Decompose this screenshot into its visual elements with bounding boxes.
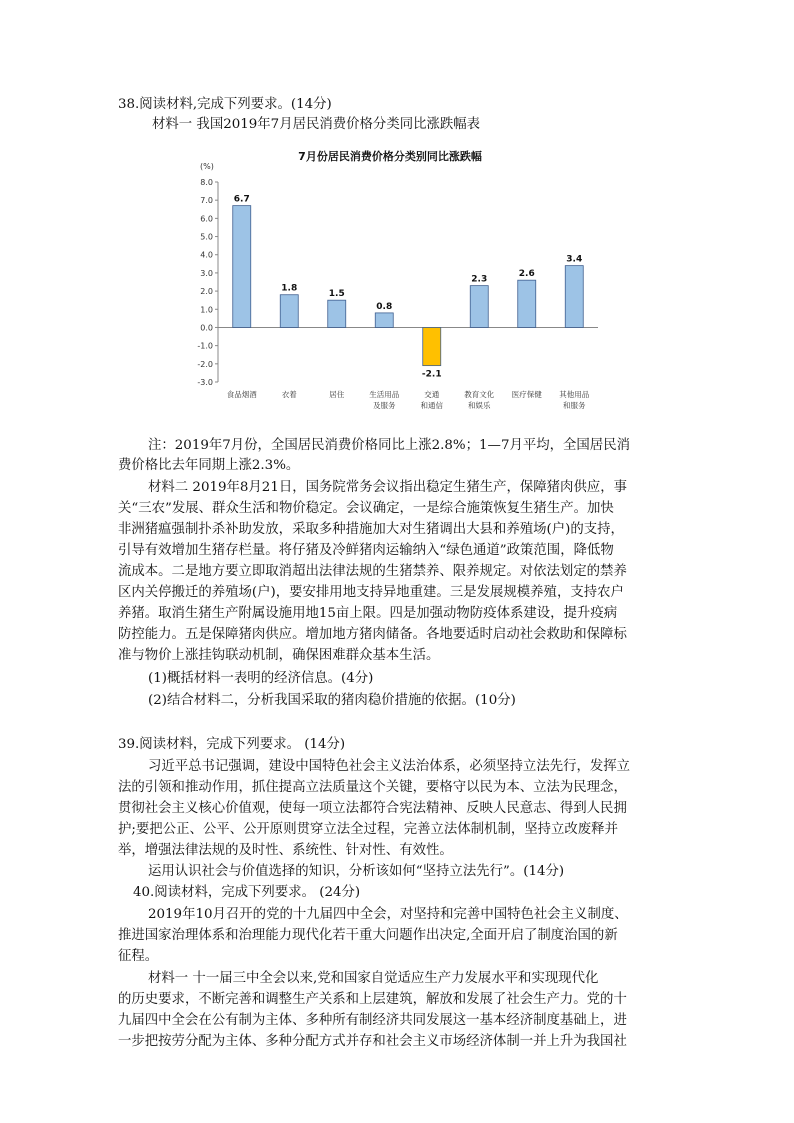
question-40-line: 2019年10月召开的党的十九届四中全会，对坚持和完善中国特色社会主义制度、 bbox=[148, 907, 628, 922]
x-category-label: 和服务 bbox=[563, 401, 586, 410]
question-40-line: 征程。 bbox=[118, 949, 159, 964]
material-2-line: 材料二 2019年8月21日，国务院常务会议指出稳定生猪生产，保障猪肉供应，事 bbox=[148, 480, 628, 495]
question-39-line: 贯彻社会主义核心价值观，使每一项立法都符合宪法精神、反映人民意志、得到人民拥 bbox=[118, 801, 627, 816]
x-category-label: 及服务 bbox=[373, 401, 396, 410]
x-category-label: 衣着 bbox=[281, 390, 297, 399]
y-tick-label: 5.0 bbox=[200, 232, 213, 242]
y-tick-label: 1.0 bbox=[200, 305, 213, 315]
question-39-line: 举，增强法律法规的及时性、系统性、针对性、有效性。 bbox=[118, 843, 453, 858]
bar-value-label: 3.4 bbox=[566, 254, 583, 265]
question-39-line: 运用认识社会与价值选择的知识，分析该如何“坚持立法先行”。(14分) bbox=[148, 864, 565, 879]
bar-value-label: 1.5 bbox=[328, 289, 345, 300]
note-line: 注：2019年7月份，全国居民消费价格同比上涨2.8%；1—7月平均，全国居民消 bbox=[148, 438, 630, 453]
bar bbox=[375, 313, 393, 328]
material-2-line: 关“三农”发展、群众生活和物价稳定。会议确定，一是综合施策恢复生猪生产。加快 bbox=[118, 501, 614, 516]
question-40-line: 材料一 十一届三中全会以来,党和国家自觉适应生产力发展水平和实现现代化 bbox=[148, 971, 599, 986]
question-40-line: 的历史要求，不断完善和调整生产关系和上层建筑，解放和发展了社会生产力。党的十 bbox=[118, 992, 627, 1007]
bar bbox=[423, 327, 441, 365]
bar-value-label: 6.7 bbox=[233, 194, 250, 205]
y-tick-label: 8.0 bbox=[200, 178, 213, 187]
y-tick-label: 2.0 bbox=[200, 287, 213, 297]
bar-value-label: -2.1 bbox=[421, 369, 442, 380]
material-2-line: 区内关停搬迁的养殖场(户)，要安排用地支持异地重建。三是发展规模养殖，支持农户 bbox=[118, 585, 624, 600]
question-39-line: 法的引领和推动作用，抓住提高立法质量这个关键，要格守以民为本、立法为民理念， bbox=[118, 780, 627, 795]
question-40-heading: 40.阅读材料，完成下列要求。 (24分) bbox=[133, 885, 361, 900]
question-39-line: 护;要把公正、公平、公开原则贯穿立法全过程，完善立法体制机制，坚持立改废释并 bbox=[118, 822, 618, 837]
y-tick-label: 3.0 bbox=[200, 268, 213, 278]
x-category-label: 和通信 bbox=[420, 401, 443, 410]
bar-value-label: 0.8 bbox=[376, 301, 393, 312]
bar bbox=[233, 206, 251, 328]
bar bbox=[565, 266, 583, 328]
x-category-label: 其他用品 bbox=[559, 390, 590, 399]
x-category-label: 居住 bbox=[329, 390, 345, 399]
question-38-part-2: (2)结合材料二，分析我国采取的猪肉稳价措施的依据。(10分) bbox=[148, 693, 516, 708]
question-40-line: 推进国家治理体系和治理能力现代化若干重大问题作出决定,全面开启了制度治国的新 bbox=[118, 928, 618, 943]
bar-chart bbox=[190, 160, 610, 420]
bar-value-label: 2.3 bbox=[471, 274, 488, 285]
chart-title: 7月份居民消费价格分类别同比涨跌幅 bbox=[298, 150, 482, 163]
y-tick-label: 6.0 bbox=[200, 214, 213, 224]
y-tick-label: -1.0 bbox=[197, 341, 213, 351]
x-category-label: 教育文化 bbox=[464, 390, 495, 399]
y-axis-unit-label: (%) bbox=[200, 162, 214, 171]
bar bbox=[280, 295, 298, 328]
question-38-heading: 38.阅读材料,完成下列要求。(14分) bbox=[118, 97, 332, 112]
material-2-line: 准与物价上涨挂钩联动机制，确保困难群众基本生活。 bbox=[118, 648, 440, 663]
material-1-title: 材料一 我国2019年7月居民消费价格分类同比涨跌幅表 bbox=[152, 117, 481, 132]
note-line: 费价格比去年同期上涨2.3%。 bbox=[118, 458, 300, 473]
y-tick-label: -3.0 bbox=[197, 378, 213, 387]
question-38-part-1: (1)概括材料一表明的经济信息。(4分) bbox=[148, 671, 374, 686]
material-2-line: 流成本。二是地方要立即取消超出法律法规的生猪禁养、限养规定。对依法划定的禁养 bbox=[118, 564, 627, 579]
x-category-label: 医疗保健 bbox=[511, 390, 542, 399]
material-2-line: 防控能力。五是保障猪肉供应。增加地方猪肉储备。各地要适时启动社会救助和保障标 bbox=[118, 627, 627, 642]
question-40-line: 一步把按劳分配为主体、多种分配方式并存和社会主义市场经济体制一并上升为我国社 bbox=[118, 1034, 627, 1049]
bar-value-label: 1.8 bbox=[281, 283, 298, 294]
material-2-line: 非洲猪瘟强制扑杀补助发放，采取多种措施加大对生猪调出大县和养殖场(户)的支持， bbox=[118, 522, 624, 537]
bar-value-label: 2.6 bbox=[518, 269, 535, 280]
bar bbox=[470, 286, 488, 328]
bar bbox=[518, 280, 536, 327]
x-category-label: 交通 bbox=[424, 390, 440, 399]
x-category-label: 生活用品 bbox=[369, 390, 400, 399]
y-tick-label: 4.0 bbox=[200, 250, 213, 260]
y-tick-label: 0.0 bbox=[200, 323, 213, 333]
question-39-heading: 39.阅读材料，完成下列要求。 (14分) bbox=[118, 737, 346, 752]
material-2-line: 养猪。取消生猪生产附属设施用地15亩上限。四是加强动物防疫体系建设，提升疫病 bbox=[118, 606, 618, 621]
x-category-label: 食品烟酒 bbox=[226, 390, 257, 399]
question-40-line: 九届四中全会在公有制为主体、多种所有制经济共同发展这一基本经济制度基础上，进 bbox=[118, 1013, 627, 1028]
bar bbox=[328, 300, 346, 327]
y-tick-label: 7.0 bbox=[200, 196, 213, 206]
material-2-line: 引导有效增加生猪存栏量。将仔猪及冷鲜猪肉运输纳入“绿色通道”政策范围，降低物 bbox=[118, 543, 614, 558]
question-39-line: 习近平总书记强调，建设中国特色社会主义法治体系，必须坚持立法先行，发挥立 bbox=[148, 759, 631, 774]
y-tick-label: -2.0 bbox=[197, 359, 213, 369]
x-category-label: 和娱乐 bbox=[468, 401, 491, 410]
